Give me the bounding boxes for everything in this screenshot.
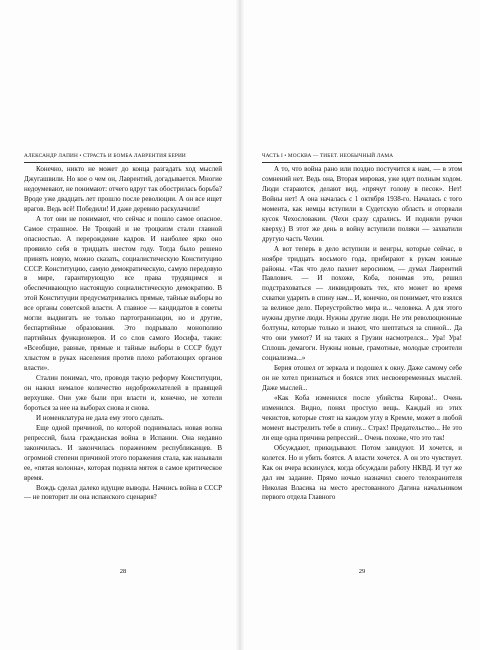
right-page-text [262,165,462,503]
paragraph: И номенклатура не дала ему этого сделать. [36,413,164,422]
right-page [240,0,480,650]
header-rule-left [24,162,222,163]
paragraph: Конечно, никто не может до конца разгадать ход мыслей Джугашвили. Но кое о чем он, Лаврентий, догадывается. Многие недоумевают, не понимают: отчего вдруг так обострилась борьба? Вроде уже двадцать лет прошло после революции. А он все ищет врагов. Ведь всё! Победили! И даже деревню раскулачили! [24,165,222,213]
paragraph: А то, что война рано или поздно постучится к нам, — в этом сомнений нет. Ведь она, Вторая мировая, уже идет полным ходом. Люди стараются, делают вид, «прячут голову в песок». Нет! Войны нет! А она началась с 1 октября 1938-го. Началась с того момента, как немцы вступили в Судетскую область и оторвали кусок Чехословакии. (Чехи сразу сдрались. И подняли ручки кверху.) В этот же день в войну вступили поляки — захватили другую часть Чехии. [262,165,462,243]
paragraph: Обсуждают, прикидывают. Потом завидуют. И хочется, и колется. Но и убить боятся. А власти хочется. А он это чувствует. Как он вчера вскинулся, когда обсуждали работу НКВД. И тут же дал им задание. Прямо ночью назначил своего телохранителя Николая Власика на место арестованного Дагина начальником первого отдела Главного [262,443,462,502]
running-header-right: ЧАСТЬ I • МОСКВА — ТИБЕТ. НЕОБЫЧНЫЙ ЛАМА [262,153,394,159]
header-rule-right [262,162,462,163]
paragraph: Вождь сделал далеко идущие выводы. Начнись война в СССР — не повторит ли она испанского сценария? [24,483,222,502]
paragraph: Еще одной причиной, по которой поднималась новая волна репрессий, была гражданская война в Испании. Она недавно закончилась. И закончилась поражением республиканцев. В огромной степени причиной этого поражения стала, как называли ее, «пятая колонна», которая подняла мятеж в самое критическое время. [24,423,222,482]
page-number-left: 28 [119,568,127,575]
paragraph: А вот теперь в дело вступили и венгры, которые сейчас, в ноябре тридцать восьмого года, прибирают к рукам южные районы. «Так что дело пахнет керосином, — думал Лаврентий Павлович. — И похоже, Коба, понимая это, решил подстраховаться — ликвидировать тех, кто может во время схватки ударить в спину нам... И, конечно, он понимает, что взялся за великое дело. Переустройство мира и... человека. А для этого нужны другие люди. Нужны другие люди. Не эти революционные болтуны, которые только и знают, что шептаться за спиной... Да что они умеют? И на таких я Грузии насмотрелся... Ура! Ура! Сплошь демагоги. Нужны новые, грамотные, молодые строители социализма...» [262,244,462,363]
running-header-left: АЛЕКСАНДР ЛАПИН • СТРАСТЬ И БОМБА ЛАВРЕНТИЯ БЕРИИ [24,153,186,159]
paragraph: Сталин понимал, что, проводя такую реформу Конституции, он нажил немалое количество недоброжелателей в правящей верхушке. Они уже были при власти и, конечно, не хотели бороться за нее на выборах снова и снова. [24,374,222,412]
paragraph: «Как Коба изменился после убийства Кирова!.. Очень изменился. Видно, понял простую вещь. Каждый из этих чекистов, которые стоят на каждом углу в Кремле, может в любой момент выстрелить тебе в спину... Страх! Предательство... Не это ли еще одна причина репрессий... Очень похоже, что это так! [262,393,462,442]
page-number-right: 29 [358,568,366,575]
paragraph: Берия отошел от зеркала и подошел к окну. Даже самому себе он не хотел признаться и боялся этих несвоевременных мыслей. Даже мыслей... [262,364,462,392]
paragraph: А тот они не понимают, что сейчас и пошло самое опасное. Самое страшное. Не Троцкий и не троцкизм стали главной опасностью. А перерождение кадров. И наиболее ярко оно проявило себя в тридцать шестом году. Тогда было решено принять новую, можно сказать, социалистическую Конституцию СССР. Конституцию, самую демократическую, самую передовую в мире, гарантирующую все права трудящимся и обеспечивающую настоящую социалистическую демократию. В этой Конституции предусматривались прямые, тайные выборы во все органы советской власти. А главное — кандидатов в советы могли выдвигать не только партогранизации, но и другие, беспартийные образования. Это подрывало монополию партийных функционеров. И со слов самого Иосифа, такие: «Всеобщие, равные, прямые и тайные выборы в СССР будут хлыстом в руках населения против плохо работающих органов власти». [24,214,222,373]
left-page-text [24,165,222,503]
